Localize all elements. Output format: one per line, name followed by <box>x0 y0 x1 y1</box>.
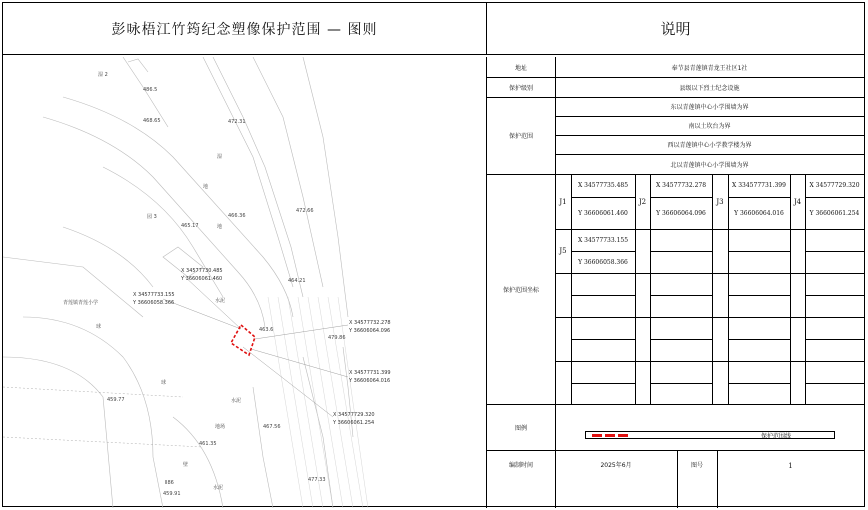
point-j2-y: Y 36606064.096 <box>656 209 706 217</box>
map-label: 地 <box>217 224 223 230</box>
map-label: 水泥 <box>213 485 224 491</box>
description-title: 说明 <box>487 3 864 55</box>
map-label: 465.17 <box>181 223 199 229</box>
map-label: 水泥 <box>231 398 242 404</box>
map-label: 地 <box>203 184 209 190</box>
legend-line-sample <box>592 434 628 437</box>
point-j5-name: J5 <box>559 247 567 255</box>
map-label: Ⅱ86 <box>165 480 174 486</box>
map-label: 467.56 <box>263 424 281 430</box>
map-label: 486.5 <box>143 87 158 93</box>
page-title: 彭咏梧江竹筠纪念塑像保护范围 — 图则 <box>3 3 487 55</box>
map-coord-label: X 34577731.399 Y 36606064.016 <box>349 370 391 384</box>
level-label: 保护级别 <box>508 84 533 92</box>
range-west: 西以青莲镇中心小学教学楼为界 <box>667 142 752 149</box>
point-j1-y: Y 36606061.460 <box>578 209 628 217</box>
address-label: 地址 <box>514 64 527 72</box>
map-label: 461.35 <box>199 441 217 447</box>
map-label: 479.86 <box>328 335 346 341</box>
map-coord-label: X 34577730.485 Y 36606061.460 <box>181 268 223 282</box>
map-label: 湿 2 <box>98 72 108 78</box>
legend-text: 保护范围线 <box>761 433 792 440</box>
map-label: 球 <box>96 324 102 330</box>
map-label: 463.6 <box>259 327 274 333</box>
point-j3-x: X 334577731.399 <box>732 182 786 189</box>
address-value: 奉节县青莲镇青龙王社区1社 <box>671 64 748 72</box>
map-coord-label: X 34577732.278 Y 36606064.096 <box>349 320 391 334</box>
map-coord-label: X 34577729.320 Y 36606061.254 <box>333 412 375 426</box>
map-label: 地场 <box>215 424 226 430</box>
map-coord-label: X 34577733.155 Y 36606058.366 <box>133 292 175 306</box>
legend-box <box>585 431 835 439</box>
map-label: 球 <box>161 380 167 386</box>
coord-label: 保护范围坐标 <box>502 286 539 294</box>
point-j3-y: Y 36606064.016 <box>734 209 784 217</box>
point-j2-x: X 34577732.278 <box>655 182 707 189</box>
date-label: 编制时间 <box>508 461 533 469</box>
map-label: 472.66 <box>296 208 314 214</box>
sheet-number: 1 <box>788 462 793 470</box>
point-j1-x: X 34577735.485 <box>577 182 629 189</box>
map-label: 湿 <box>217 154 223 160</box>
map-label: 459.91 <box>163 491 181 497</box>
map-label: 青莲镇青莲小学 <box>63 300 99 306</box>
legend-label: 图例 <box>514 424 527 432</box>
map-label: 468.65 <box>143 118 161 124</box>
range-south: 南以土坎台为界 <box>688 123 731 130</box>
map-label: 472.31 <box>228 119 246 125</box>
range-north: 北以青莲镇中心小学围墙为界 <box>670 161 749 169</box>
point-j2-name: J2 <box>638 197 647 206</box>
map-label: 466.36 <box>228 213 246 219</box>
map-label: 464.21 <box>288 278 306 284</box>
map-label: 园 3 <box>147 214 157 220</box>
date-value: 2025年6月 <box>600 461 632 469</box>
map-label: 壁 <box>183 462 189 468</box>
point-j4-x: X 34577729.320 <box>809 182 860 189</box>
point-j5-x: X 34577733.155 <box>577 236 629 244</box>
map-label: 459.77 <box>107 397 125 403</box>
protection-boundary <box>231 325 255 355</box>
sheet-label: 图号 <box>690 461 703 469</box>
point-j5-y: Y 36606058.366 <box>578 258 628 266</box>
range-label: 保护范围 <box>508 133 533 140</box>
point-j4-y: Y 36606061.254 <box>809 209 860 217</box>
info-table <box>487 57 864 506</box>
range-east: 东以青莲镇中心小学围墙为界 <box>670 104 749 111</box>
site-map <box>3 57 487 508</box>
map-label: 水泥 <box>215 298 226 304</box>
point-j3-name: J3 <box>716 197 724 206</box>
level-value: 县级以下烈士纪念设施 <box>679 84 740 92</box>
point-j1-name: J1 <box>559 197 567 206</box>
drawing-sheet <box>2 2 865 507</box>
point-j4-name: J4 <box>793 197 802 206</box>
map-label: 477.33 <box>308 477 326 483</box>
